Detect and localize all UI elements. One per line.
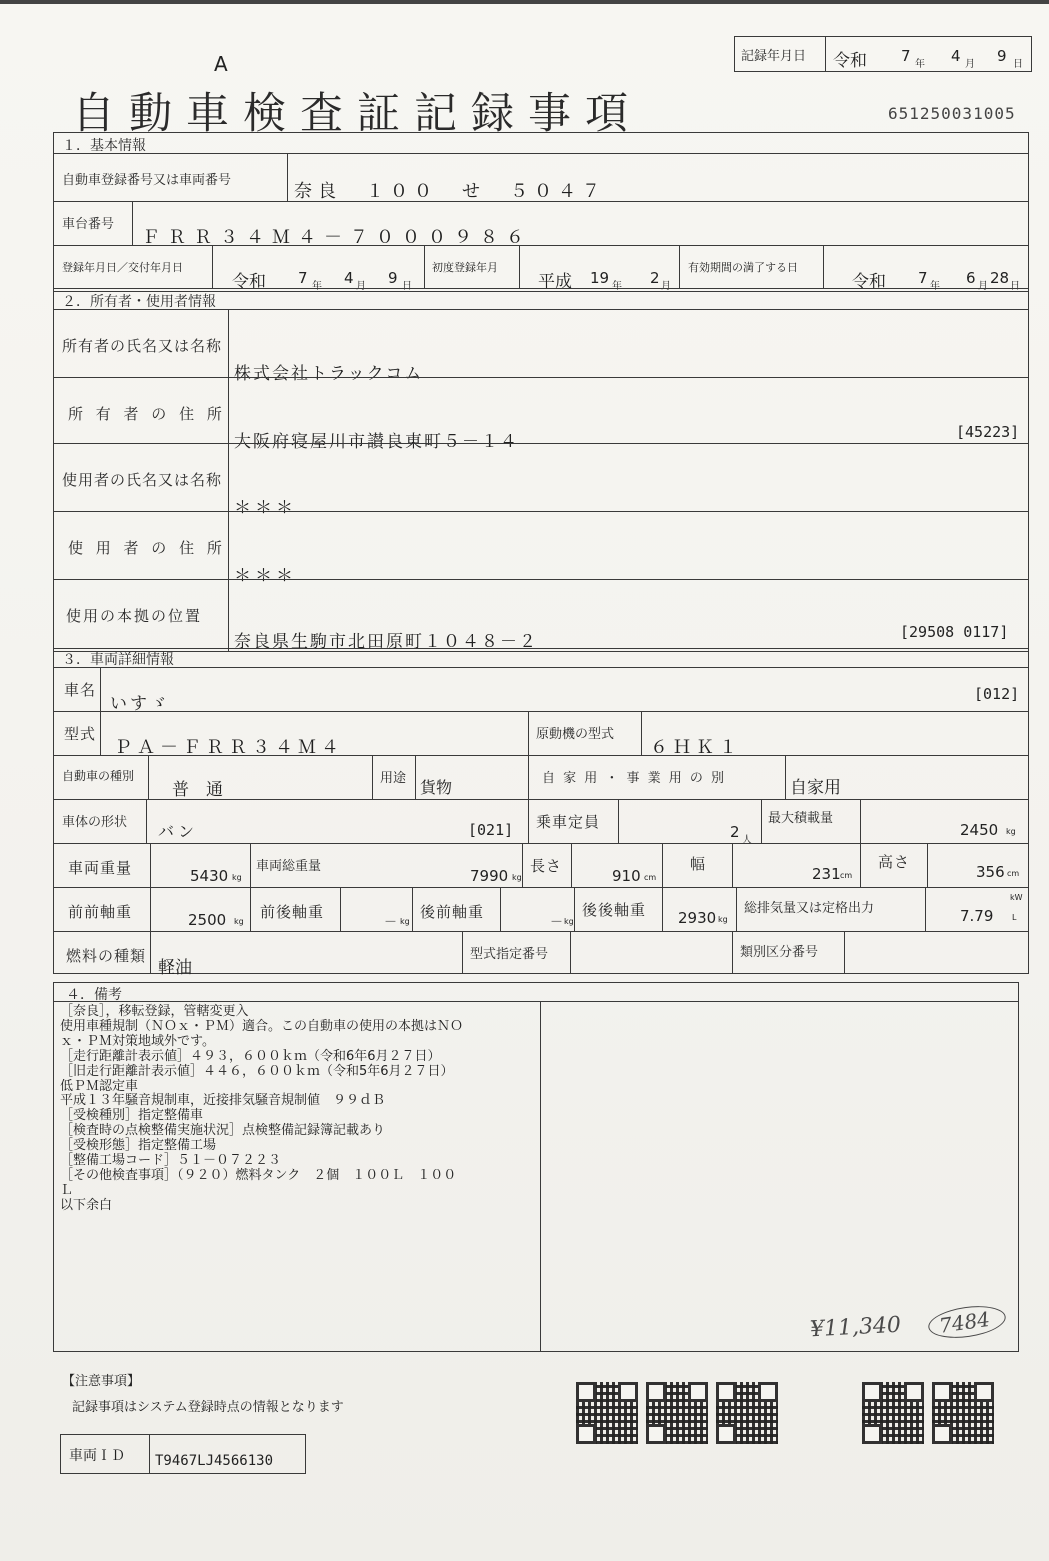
handwritten-code: 7484 [937,1306,992,1338]
vehicle-weight-value: 5430 [190,867,229,885]
unit-kg: kg [232,873,242,882]
class-number-label: 類別区分番号 [740,945,819,960]
unit-year: 年 [612,281,622,292]
vehicle-name-label: 車名 [64,681,97,699]
engine-model-value: ６ＨＫ１ [650,737,742,758]
fuel-type-value: 軽油 [158,958,192,978]
vehicle-id-label: 車両ＩＤ [69,1448,125,1464]
section-1-title: １．基本情報 [62,138,146,154]
front-rear-axle-label: 前後軸重 [260,903,325,921]
first-reg-era: 平成 [538,272,572,292]
first-reg-year: 19 [590,269,610,287]
reg-date-era: 令和 [232,272,266,292]
unit-cm: cm [840,871,853,880]
owner-user-section [53,288,1029,652]
remarks-line: ｘ・ＰＭ対策地域外です。 [60,1033,215,1049]
reg-number-value: 奈良 １００ せ ５０４７ [294,181,606,202]
rear-rear-axle-label: 後後軸重 [582,901,647,919]
unit-year: 年 [930,281,940,292]
qr-code [716,1382,778,1444]
unit-kw: kW [1010,893,1023,902]
gross-weight-label: 車両総重量 [256,859,322,874]
record-date-box [734,36,1032,72]
vehicle-detail-section [53,648,1029,978]
private-business-label: 自 家 用 ・ 事 業 用 の 別 [542,771,727,786]
owner-address-label: 所 有 者 の 住 所 [68,405,226,423]
section-4-title: ４．備考 [66,987,122,1003]
first-reg-label: 初度登録年月 [432,261,498,274]
base-location-label: 使用の本拠の位置 [66,607,203,625]
length-label: 長さ [530,857,563,875]
unit-kg: kg [1006,827,1016,836]
vehicle-id-value: T9467LJ4566130 [155,1453,274,1469]
unit-kg: kg [718,915,728,924]
unit-month: 月 [356,281,366,292]
unit-month: 月 [978,281,988,292]
remarks-line: 以下余白 [60,1197,113,1213]
rear-rear-axle-value: 2930 [678,909,717,927]
remarks-line: ［旧走行距離計表示値］４４６，６００ｋｍ（令和5年6月２７日） [60,1063,454,1079]
capacity-unit: 人 [742,835,752,846]
record-date-day: 9 [997,47,1007,65]
rear-front-axle-value: － [550,915,564,930]
owner-address-value: 大阪府寝屋川市讃良東町５－１４ [234,432,519,452]
vehicle-weight-label: 車両重量 [68,859,133,877]
remarks-line: ［奈良］，移転登録，管轄変更入 [60,1004,249,1019]
vehicle-kind-value: 普 通 [172,780,223,800]
document-title: 自動車検査証記録事項 [72,89,642,139]
unit-day: 日 [402,281,412,292]
length-value: 910 [612,867,641,885]
remarks-line: Ｌ [60,1182,74,1198]
base-location-value: 奈良県生駒市北田原町１０４８－２ [234,632,538,652]
expiry-era: 令和 [852,272,886,292]
record-date-label: 記録年月日 [741,49,807,64]
form-letter: A [214,52,228,76]
section-3-title: ３．車両詳細情報 [62,652,174,668]
reg-date-day: 9 [388,269,398,287]
reg-number-label: 自動車登録番号又は車両番号 [62,173,232,188]
width-label: 幅 [690,855,707,873]
capacity-label: 乗車定員 [536,813,601,831]
private-business-value: 自家用 [790,778,841,798]
expiry-day: 28 [990,269,1010,287]
remarks-line: ［検査時の点検整備実施状況］点検整備記録簿記載あり [60,1123,386,1139]
height-label: 高さ [878,853,911,871]
base-location-code: [29508 0117] [900,623,1009,641]
record-date-month: 4 [951,47,961,65]
unit-kg: kg [564,917,574,926]
handwritten-price: ¥11,340 [809,1312,902,1343]
front-rear-axle-value: － [384,915,398,930]
vehicle-name-code: [012] [974,685,1020,703]
remarks-line: 低ＰＭ認定車 [60,1078,139,1094]
max-load-label: 最大積載量 [768,811,834,826]
remarks-section [53,982,1019,1352]
remarks-line: 平成１３年騒音規制車，近接排気騒音規制値 ９９ｄＢ [60,1093,386,1109]
top-edge [0,0,1049,4]
remarks-text [60,1005,536,1214]
owner-name-label: 所有者の氏名又は名称 [62,337,223,355]
vehicle-kind-label: 自動車の種別 [62,769,135,783]
chassis-value: ＦＲＲ３４Ｍ４－７０００９８６ [142,227,532,248]
unit-l: L [1012,913,1017,922]
remarks-line: ［受検形態］指定整備工場 [60,1138,217,1154]
document-number: 651250031005 [888,104,1016,123]
unit-day: 日 [1010,281,1020,292]
remarks-line: 使用車種規制（ＮＯｘ・ＰＭ）適合。この自動車の使用の本拠はＮＯ [60,1018,464,1034]
height-value: 356 [976,863,1005,881]
user-name-label: 使用者の氏名又は名称 [62,471,223,489]
model-value: ＰＡ－ＦＲＲ３４Ｍ４ [114,737,344,758]
width-value: 231 [812,865,841,883]
fuel-type-label: 燃料の種類 [66,947,147,965]
unit-month: 月 [965,59,975,70]
remarks-line: ［その他検査事項］（９２０）燃料タンク ２個 １００Ｌ １００ [60,1167,457,1183]
qr-code [862,1382,924,1444]
purpose-value: 貨物 [420,778,453,797]
first-reg-month: 2 [650,269,660,287]
unit-day: 日 [1013,59,1023,70]
expiry-year: 7 [918,269,928,287]
reg-date-label: 登録年月日／交付年月日 [62,261,183,274]
unit-cm: cm [1007,869,1020,878]
unit-year: 年 [312,281,322,292]
notice-title: 【注意事項】 [62,1374,141,1389]
unit-year: 年 [915,59,925,70]
section-2-title: ２．所有者・使用者情報 [62,294,216,310]
body-shape-code: [021] [468,821,514,839]
body-shape-value: バン [158,822,199,841]
qr-code [932,1382,994,1444]
remarks-line: ［走行距離計表示値］４９３，６００ｋｍ（令和6年6月２７日） [60,1048,441,1064]
unit-kg: kg [400,917,410,926]
record-date-year: 7 [901,47,911,65]
chassis-label: 車台番号 [62,217,115,232]
remarks-line: ［整備工場コード］５１－０７２２３ [60,1153,282,1169]
reg-date-month: 4 [344,269,354,287]
unit-kg: kg [512,873,522,882]
unit-kg: kg [234,917,244,926]
handwritten-circle [926,1302,1007,1343]
user-address-label: 使 用 者 の 住 所 [68,539,226,557]
front-front-axle-value: 2500 [188,911,227,929]
max-load-value: 2450 [960,821,999,839]
notice-text: 記録事項はシステム登録時点の情報となります [72,1400,344,1415]
record-date-era: 令和 [833,51,867,71]
front-front-axle-label: 前前軸重 [68,903,133,921]
engine-model-label: 原動機の型式 [536,727,615,742]
vehicle-name-value: いすゞ [110,694,170,714]
vehicle-id-box [60,1434,306,1474]
user-address-value: ＊＊＊ [234,566,297,586]
owner-name-value: 株式会社トラックコム [234,364,424,384]
remarks-line: ［受検種別］指定整備車 [60,1108,204,1124]
owner-address-code: [45223] [956,423,1020,441]
qr-code [646,1382,708,1444]
displacement-value: 7.79 [960,907,994,925]
reg-date-year: 7 [298,269,308,287]
unit-month: 月 [661,281,671,292]
expiry-month: 6 [966,269,976,287]
unit-cm: cm [644,873,657,882]
expiry-label: 有効期間の満了する日 [688,261,798,274]
qr-code [576,1382,638,1444]
type-cert-label: 型式指定番号 [470,947,549,962]
model-label: 型式 [64,725,97,743]
gross-weight-value: 7990 [470,867,509,885]
rear-front-axle-label: 後前軸重 [420,903,485,921]
body-shape-label: 車体の形状 [62,815,128,830]
user-name-value: ＊＊＊ [234,498,297,518]
displacement-label: 総排気量又は定格出力 [744,901,875,916]
capacity-value: 2 [730,823,740,841]
purpose-label: 用途 [380,771,407,786]
basic-info-section [53,132,1029,292]
